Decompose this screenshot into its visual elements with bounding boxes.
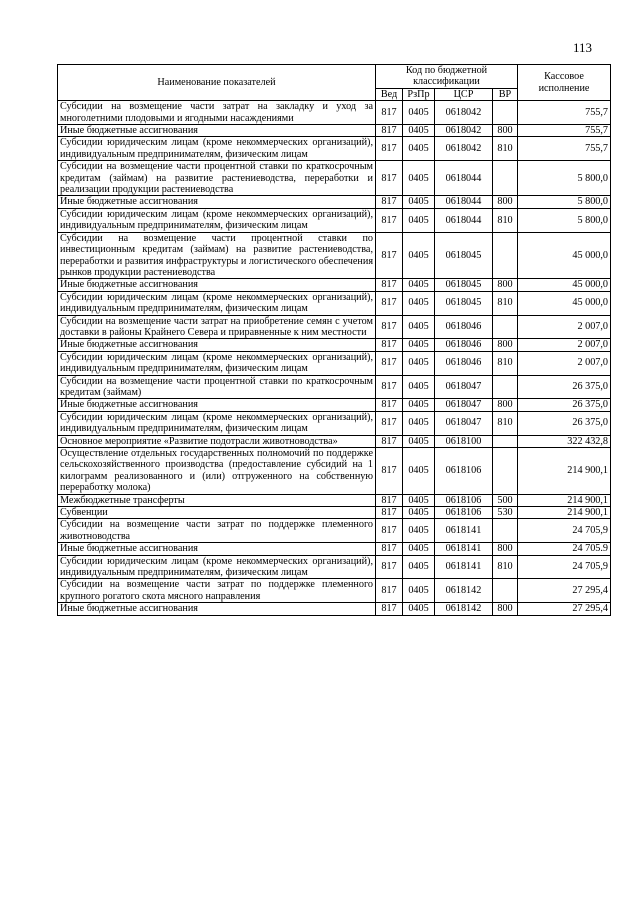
table-body (58, 101, 611, 615)
row-name: Иные бюджетные ассигнования (58, 196, 376, 208)
row-rzpr: 0405 (403, 315, 435, 339)
row-amount: 5 800,0 (518, 208, 611, 232)
row-rzpr: 0405 (403, 494, 435, 506)
row-amount: 2 007,0 (518, 351, 611, 375)
row-vr (493, 315, 518, 339)
row-amount: 214 900,1 (518, 507, 611, 519)
table-row (58, 196, 611, 208)
table-row (58, 579, 611, 603)
row-amount: 2 007,0 (518, 339, 611, 351)
row-vr: 800 (493, 125, 518, 137)
row-amount: 755,7 (518, 125, 611, 137)
row-amount: 45 000,0 (518, 232, 611, 279)
page-number: 113 (572, 40, 592, 55)
row-amount: 27 295,4 (518, 579, 611, 603)
row-csr: 0618044 (435, 196, 493, 208)
row-rzpr: 0405 (403, 579, 435, 603)
row-name: Основное мероприятие «Развитие подотрасли животноводства» (58, 435, 376, 447)
row-vr: 530 (493, 507, 518, 519)
row-ved: 817 (376, 339, 403, 351)
row-name: Субсидии на возмещение части затрат по поддержке племенного животноводства (58, 519, 376, 543)
row-amount: 24 705,9 (518, 555, 611, 579)
row-csr: 0618045 (435, 232, 493, 279)
row-csr: 0618044 (435, 208, 493, 232)
row-csr: 0618106 (435, 448, 493, 495)
row-csr: 0618045 (435, 279, 493, 291)
row-amount: 5 800,0 (518, 196, 611, 208)
row-name: Иные бюджетные ассигнования (58, 399, 376, 411)
row-vr (493, 448, 518, 495)
row-ved: 817 (376, 579, 403, 603)
row-name: Субсидии на возмещение части процентной ставки по инвестиционным кредитам (займам) на развитие растениеводства, переработки и развития инфраструктуры и логистического обеспечения рынков продукции растениеводства (58, 232, 376, 279)
table-row (58, 494, 611, 506)
row-name: Осуществление отдельных государственных полномочий по поддержке сельскохозяйственного производства (предоставление субсидий на 1 килограмм реализованного и (или) отгруженного на собственную переработку молока) (58, 448, 376, 495)
table-row (58, 125, 611, 137)
row-rzpr: 0405 (403, 339, 435, 351)
row-amount: 2 007,0 (518, 315, 611, 339)
row-ved: 817 (376, 519, 403, 543)
row-rzpr: 0405 (403, 399, 435, 411)
row-ved: 817 (376, 435, 403, 447)
row-vr: 800 (493, 543, 518, 555)
row-vr: 800 (493, 603, 518, 615)
row-csr: 0618045 (435, 291, 493, 315)
row-amount: 27 295,4 (518, 603, 611, 615)
row-ved: 817 (376, 291, 403, 315)
row-rzpr: 0405 (403, 161, 435, 196)
row-csr: 0618046 (435, 351, 493, 375)
row-vr: 810 (493, 137, 518, 161)
row-amount: 5 800,0 (518, 161, 611, 196)
row-ved: 817 (376, 279, 403, 291)
table-row (58, 351, 611, 375)
row-vr (493, 375, 518, 399)
row-vr (493, 579, 518, 603)
row-ved: 817 (376, 494, 403, 506)
row-name: Иные бюджетные ассигнования (58, 339, 376, 351)
row-amount: 26 375,0 (518, 411, 611, 435)
row-ved: 817 (376, 375, 403, 399)
header-cash: Кассовое исполнение (518, 65, 611, 101)
row-csr: 0618142 (435, 603, 493, 615)
row-csr: 0618100 (435, 435, 493, 447)
row-rzpr: 0405 (403, 519, 435, 543)
row-name: Субсидии на возмещение части затрат на приобретение семян с учетом доставки в районы Крайнего Севера и приравненные к ним местности (58, 315, 376, 339)
header-csr: ЦСР (435, 88, 493, 100)
row-rzpr: 0405 (403, 196, 435, 208)
table-row (58, 603, 611, 615)
row-csr: 0618042 (435, 137, 493, 161)
row-name: Субсидии юридическим лицам (кроме некоммерческих организаций), индивидуальным предпринимателям, физическим лицам (58, 208, 376, 232)
row-vr: 810 (493, 411, 518, 435)
row-amount: 755,7 (518, 101, 611, 125)
row-rzpr: 0405 (403, 543, 435, 555)
row-vr: 500 (493, 494, 518, 506)
row-csr: 0618106 (435, 507, 493, 519)
row-ved: 817 (376, 603, 403, 615)
table-row (58, 208, 611, 232)
table-row (58, 137, 611, 161)
row-ved: 817 (376, 543, 403, 555)
header-rzpr: РзПр (403, 88, 435, 100)
row-csr: 0618106 (435, 494, 493, 506)
row-amount: 24 705.9 (518, 543, 611, 555)
row-csr: 0618046 (435, 339, 493, 351)
header-code-group: Код по бюджетной классификации (376, 65, 518, 89)
row-name: Иные бюджетные ассигнования (58, 543, 376, 555)
table-row (58, 339, 611, 351)
row-vr: 810 (493, 351, 518, 375)
row-rzpr: 0405 (403, 435, 435, 447)
row-vr: 810 (493, 555, 518, 579)
row-vr (493, 232, 518, 279)
row-amount: 26 375,0 (518, 375, 611, 399)
row-ved: 817 (376, 448, 403, 495)
row-name: Иные бюджетные ассигнования (58, 279, 376, 291)
row-amount: 26 375,0 (518, 399, 611, 411)
table-row (58, 507, 611, 519)
table-row (58, 315, 611, 339)
row-name: Субсидии на возмещение части процентной ставки по краткосрочным кредитам (займам) (58, 375, 376, 399)
row-ved: 817 (376, 351, 403, 375)
row-name: Межбюджетные трансферты (58, 494, 376, 506)
row-ved: 817 (376, 232, 403, 279)
row-name: Субсидии юридическим лицам (кроме некоммерческих организаций), индивидуальным предпринимателям, физическим лицам (58, 555, 376, 579)
row-rzpr: 0405 (403, 351, 435, 375)
header-vr: ВР (493, 88, 518, 100)
table-row (58, 555, 611, 579)
row-name: Субвенции (58, 507, 376, 519)
table-row (58, 279, 611, 291)
table-row (58, 375, 611, 399)
table-row (58, 291, 611, 315)
row-vr: 800 (493, 339, 518, 351)
row-rzpr: 0405 (403, 603, 435, 615)
row-rzpr: 0405 (403, 137, 435, 161)
row-csr: 0618044 (435, 161, 493, 196)
row-rzpr: 0405 (403, 125, 435, 137)
row-ved: 817 (376, 507, 403, 519)
row-csr: 0618142 (435, 579, 493, 603)
row-amount: 24 705,9 (518, 519, 611, 543)
row-rzpr: 0405 (403, 448, 435, 495)
header-name: Наименование показателей (58, 65, 376, 101)
row-vr: 810 (493, 291, 518, 315)
row-ved: 817 (376, 555, 403, 579)
row-name: Субсидии юридическим лицам (кроме некоммерческих организаций), индивидуальным предпринимателям, физическим лицам (58, 411, 376, 435)
row-rzpr: 0405 (403, 208, 435, 232)
row-name: Субсидии юридическим лицам (кроме некоммерческих организаций), индивидуальным предпринимателям, физическим лицам (58, 137, 376, 161)
table-row (58, 435, 611, 447)
row-ved: 817 (376, 411, 403, 435)
row-ved: 817 (376, 208, 403, 232)
row-name: Субсидии юридическим лицам (кроме некоммерческих организаций), индивидуальным предпринимателям, физическим лицам (58, 351, 376, 375)
row-name: Субсидии юридическим лицам (кроме некоммерческих организаций), индивидуальным предпринимателям, физическим лицам (58, 291, 376, 315)
row-rzpr: 0405 (403, 375, 435, 399)
budget-table (57, 64, 611, 616)
row-vr (493, 101, 518, 125)
row-name: Субсидии на возмещение части затрат по поддержке племенного крупного рогатого скота мясного направления (58, 579, 376, 603)
row-ved: 817 (376, 137, 403, 161)
table-row (58, 161, 611, 196)
row-ved: 817 (376, 315, 403, 339)
table-row (58, 448, 611, 495)
row-amount: 214 900,1 (518, 448, 611, 495)
row-amount: 45 000,0 (518, 291, 611, 315)
row-amount: 45 000,0 (518, 279, 611, 291)
row-vr (493, 435, 518, 447)
row-csr: 0618141 (435, 519, 493, 543)
row-amount: 214 900,1 (518, 494, 611, 506)
row-rzpr: 0405 (403, 291, 435, 315)
row-ved: 817 (376, 125, 403, 137)
table-row (58, 399, 611, 411)
row-vr: 800 (493, 279, 518, 291)
row-csr: 0618046 (435, 315, 493, 339)
row-csr: 0618047 (435, 375, 493, 399)
row-csr: 0618047 (435, 411, 493, 435)
row-amount: 755,7 (518, 137, 611, 161)
row-csr: 0618042 (435, 125, 493, 137)
header-ved: Вед (376, 88, 403, 100)
table-row (58, 232, 611, 279)
row-name: Субсидии на возмещение части процентной ставки по краткосрочным кредитам (займам) на развитие растениеводства, переработки и реализации продукции растениеводства (58, 161, 376, 196)
row-csr: 0618141 (435, 543, 493, 555)
row-name: Субсидии на возмещение части затрат на закладку и уход за многолетними плодовыми и ягодными насаждениями (58, 101, 376, 125)
row-rzpr: 0405 (403, 507, 435, 519)
row-vr: 800 (493, 399, 518, 411)
row-rzpr: 0405 (403, 232, 435, 279)
table-row (58, 101, 611, 125)
row-vr (493, 519, 518, 543)
table-row (58, 411, 611, 435)
row-name: Иные бюджетные ассигнования (58, 125, 376, 137)
row-ved: 817 (376, 101, 403, 125)
row-rzpr: 0405 (403, 411, 435, 435)
row-rzpr: 0405 (403, 555, 435, 579)
row-vr (493, 161, 518, 196)
row-csr: 0618042 (435, 101, 493, 125)
row-vr: 800 (493, 196, 518, 208)
row-rzpr: 0405 (403, 279, 435, 291)
row-vr: 810 (493, 208, 518, 232)
table-row (58, 519, 611, 543)
row-rzpr: 0405 (403, 101, 435, 125)
row-amount: 322 432,8 (518, 435, 611, 447)
row-csr: 0618141 (435, 555, 493, 579)
row-csr: 0618047 (435, 399, 493, 411)
row-ved: 817 (376, 399, 403, 411)
table-row (58, 543, 611, 555)
row-ved: 817 (376, 161, 403, 196)
row-ved: 817 (376, 196, 403, 208)
row-name: Иные бюджетные ассигнования (58, 603, 376, 615)
